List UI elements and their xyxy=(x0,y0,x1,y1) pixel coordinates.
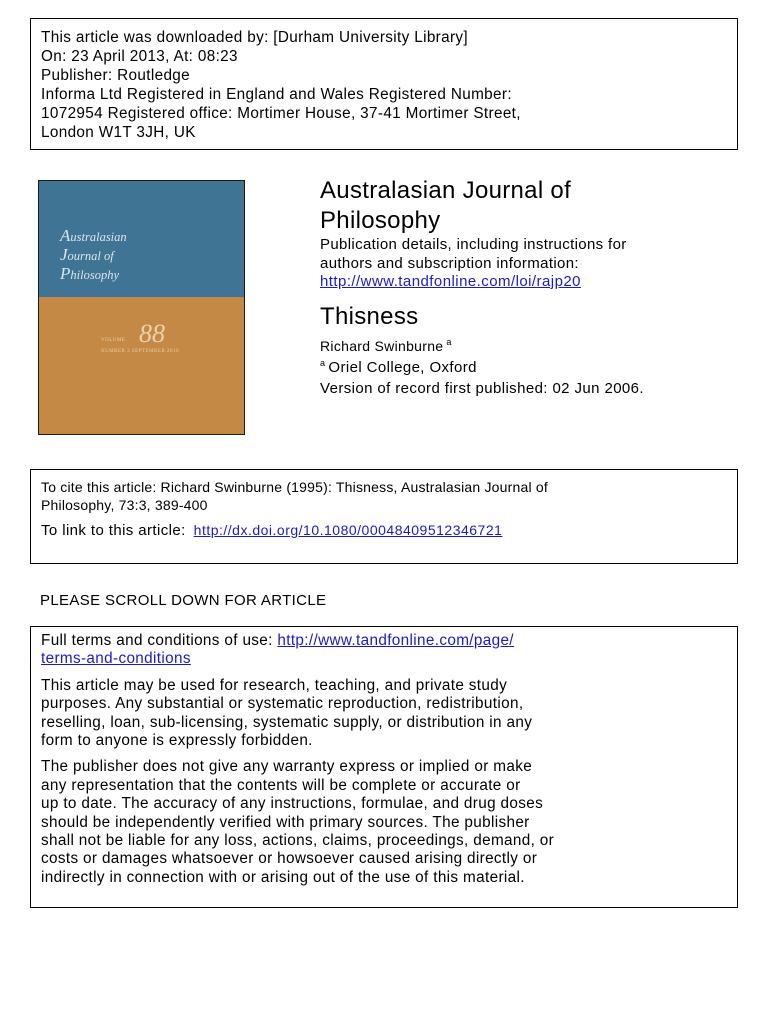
download-notice-box xyxy=(30,18,738,150)
published-date: Version of record first published: 02 Jun 2006. xyxy=(320,380,644,397)
cover-bottom-panel xyxy=(39,297,244,435)
cover-title-line: Philosophy xyxy=(60,264,119,283)
article-link-row xyxy=(41,522,727,539)
terms-box xyxy=(30,626,738,908)
journal-link[interactable]: http://www.tandfonline.com/loi/rajp20 xyxy=(320,273,581,290)
download-date-line: On: 23 April 2013, At: 08:23 xyxy=(41,48,238,65)
author-affiliation-marker: a xyxy=(446,337,452,347)
cover-volume-label: VOLUME xyxy=(101,338,126,343)
publication-details: Publication details, including instructions for authors and subscription information: xyxy=(320,236,627,272)
usage-paragraph: This article may be used for research, teaching, and private study purposes. Any substantial or systematic reproduction, redistribution, reselling, loan, sub-licensing, systematic supply, or distribution in any form to anyone is expressly forbidden. xyxy=(41,676,533,750)
terms-intro: Full terms and conditions of use: http://www.tandfonline.com/page/ terms-and-conditions xyxy=(41,632,514,668)
cover-volume-number: 88 xyxy=(139,319,165,348)
cover-title-line: Journal of xyxy=(60,245,114,264)
citation-text: To cite this article: Richard Swinburne (1995): Thisness, Australasian Journal of Philosophy, 73:3, 389-400 xyxy=(41,479,548,513)
cover-title-line: Australasian xyxy=(60,226,127,245)
registered-office-line: 1072954 Registered office: Mortimer House, 37-41 Mortimer Street, xyxy=(41,105,521,122)
article-link-label: To link to this article: xyxy=(41,522,186,539)
article-title: Thisness xyxy=(320,303,419,330)
download-notice-line: This article was downloaded by: [Durham University Library] xyxy=(41,29,469,46)
cover-issue-text: NUMBER 3 SEPTEMBER 2010 xyxy=(101,349,180,354)
affiliation-marker: a xyxy=(320,358,326,368)
publisher-line: Publisher: Routledge xyxy=(41,67,191,84)
terms-link-continued[interactable]: terms-and-conditions xyxy=(41,650,191,668)
doi-link[interactable]: http://dx.doi.org/10.1080/00048409512346721 xyxy=(193,522,503,538)
address-line: London W1T 3JH, UK xyxy=(41,124,196,141)
registration-line: Informa Ltd Registered in England and Wales Registered Number: xyxy=(41,86,512,103)
affiliation-line xyxy=(320,359,477,376)
scroll-down-notice: PLEASE SCROLL DOWN FOR ARTICLE xyxy=(40,592,327,609)
affiliation-name: Oriel College, Oxford xyxy=(328,359,477,376)
journal-cover-image xyxy=(38,180,245,435)
disclaimer-paragraph: The publisher does not give any warranty express or implied or make any representation that the contents will be complete or accurate or up to date. The accuracy of any instructions, formulae, and drug doses should be independently verified with primary sources. The publisher shall not be liable for any loss, actions, claims, proceedings, demand, or costs or damages whatsoever or howsoever caused arising directly or indirectly in connection with or arising out of the use of this material. xyxy=(41,758,555,886)
journal-title: Australasian Journal of Philosophy xyxy=(320,177,572,234)
author-name: Richard Swinburne xyxy=(320,338,444,354)
author-line xyxy=(320,338,452,354)
citation-box xyxy=(30,469,738,564)
terms-link[interactable]: http://www.tandfonline.com/page/ xyxy=(277,632,514,649)
